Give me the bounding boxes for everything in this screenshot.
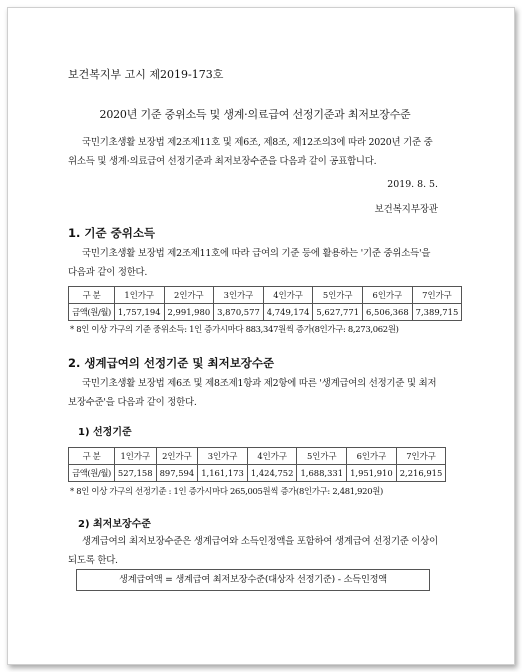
table-header-cell: 5인가구	[313, 287, 363, 304]
table-cell: 4,749,174	[263, 304, 313, 321]
table-row	[69, 465, 446, 482]
section2-text: 국민기초생활 보장법 제6조 및 제8조제1항과 제2항에 따른 '생계급여의 선정기준 및 최저보장수준'을 다음과 같이 정한다.	[68, 378, 437, 408]
table-header-cell: 5인가구	[297, 448, 347, 465]
table-cell: 2,216,915	[396, 465, 446, 482]
table-cell: 1,757,194	[114, 304, 164, 321]
selection-criteria-table	[68, 447, 446, 482]
table-cell: 5,627,771	[313, 304, 363, 321]
table-header-cell: 1인가구	[114, 287, 164, 304]
table-row-label: 금액(원/월)	[69, 304, 115, 321]
section1-heading: 1. 기준 중위소득	[68, 226, 156, 240]
table-cell: 1,951,910	[347, 465, 397, 482]
table-header-cell: 4인가구	[263, 287, 313, 304]
table-header-row	[69, 287, 462, 304]
section2-heading: 2. 생계급여의 선정기준 및 최저보장수준	[68, 356, 275, 370]
table-header-cell: 6인가구	[347, 448, 397, 465]
table-header-cell: 6인가구	[363, 287, 413, 304]
table-row-label: 금액(원/월)	[69, 465, 115, 482]
median-income-table	[68, 286, 462, 321]
sub2-heading: 2) 최저보장수준	[78, 519, 151, 530]
table-cell: 527,158	[114, 465, 156, 482]
table-header-cell: 2인가구	[164, 287, 214, 304]
table-cell: 897,594	[156, 465, 198, 482]
table-cell: 6,506,368	[363, 304, 413, 321]
table-header-cell: 7인가구	[396, 448, 446, 465]
table-cell: 1,161,173	[198, 465, 248, 482]
table-header-cell: 3인가구	[198, 448, 248, 465]
sub1-heading: 1) 선정기준	[78, 427, 132, 438]
table-header-cell: 2인가구	[156, 448, 198, 465]
table-cell: 2,991,980	[164, 304, 214, 321]
table-header-row	[69, 448, 446, 465]
signer: 보건복지부장관	[374, 204, 438, 215]
sub1-note: * 8인 이상 가구의 선정기준 : 1인 증가시마다 265,005원씩 증가(8인가구: 2,481,920원)	[70, 486, 383, 496]
intro-paragraph: 국민기초생활 보장법 제2조제11호 및 제6조, 제8조, 제12조의3에 따라 2020년 기준 중위소득 및 생계·의료급여 선정기준과 최저보장수준을 다음과 같이 공표합니다.	[68, 137, 433, 167]
table-header-cell: 4인가구	[247, 448, 297, 465]
section1-text: 국민기초생활 보장법 제2조제11호에 따라 급여의 기준 등에 활용하는 '기준 중위소득'을 다음과 같이 정한다.	[68, 248, 431, 278]
notice-number: 보건복지부 고시 제2019-173호	[68, 68, 224, 81]
table-cell: 1,688,331	[297, 465, 347, 482]
table-header-cell: 7인가구	[412, 287, 462, 304]
table-header-cell: 구 분	[69, 448, 115, 465]
table-cell: 1,424,752	[247, 465, 297, 482]
sub2-text: 생계급여의 최저보장수준은 생계급여와 소득인정액을 포함하여 생계급여 선정기준 이상이 되도록 한다.	[68, 536, 439, 566]
table-row	[69, 304, 462, 321]
table-header-cell: 3인가구	[214, 287, 264, 304]
table-cell: 7,389,715	[412, 304, 462, 321]
benefit-formula-box: 생계급여액 = 생계급여 최저보장수준(대상자 선정기준) - 소득인정액	[76, 569, 430, 591]
issue-date: 2019. 8. 5.	[387, 179, 438, 190]
table-header-cell: 구 분	[69, 287, 115, 304]
table-header-cell: 1인가구	[114, 448, 156, 465]
table-cell: 3,870,577	[214, 304, 264, 321]
section1-note: * 8인 이상 가구의 기준 중위소득: 1인 증가시마다 883,347원씩 증가(8인가구: 8,273,062원)	[70, 324, 399, 334]
document-title: 2020년 기준 중위소득 및 생계·의료급여 선정기준과 최저보장수준	[99, 108, 411, 121]
